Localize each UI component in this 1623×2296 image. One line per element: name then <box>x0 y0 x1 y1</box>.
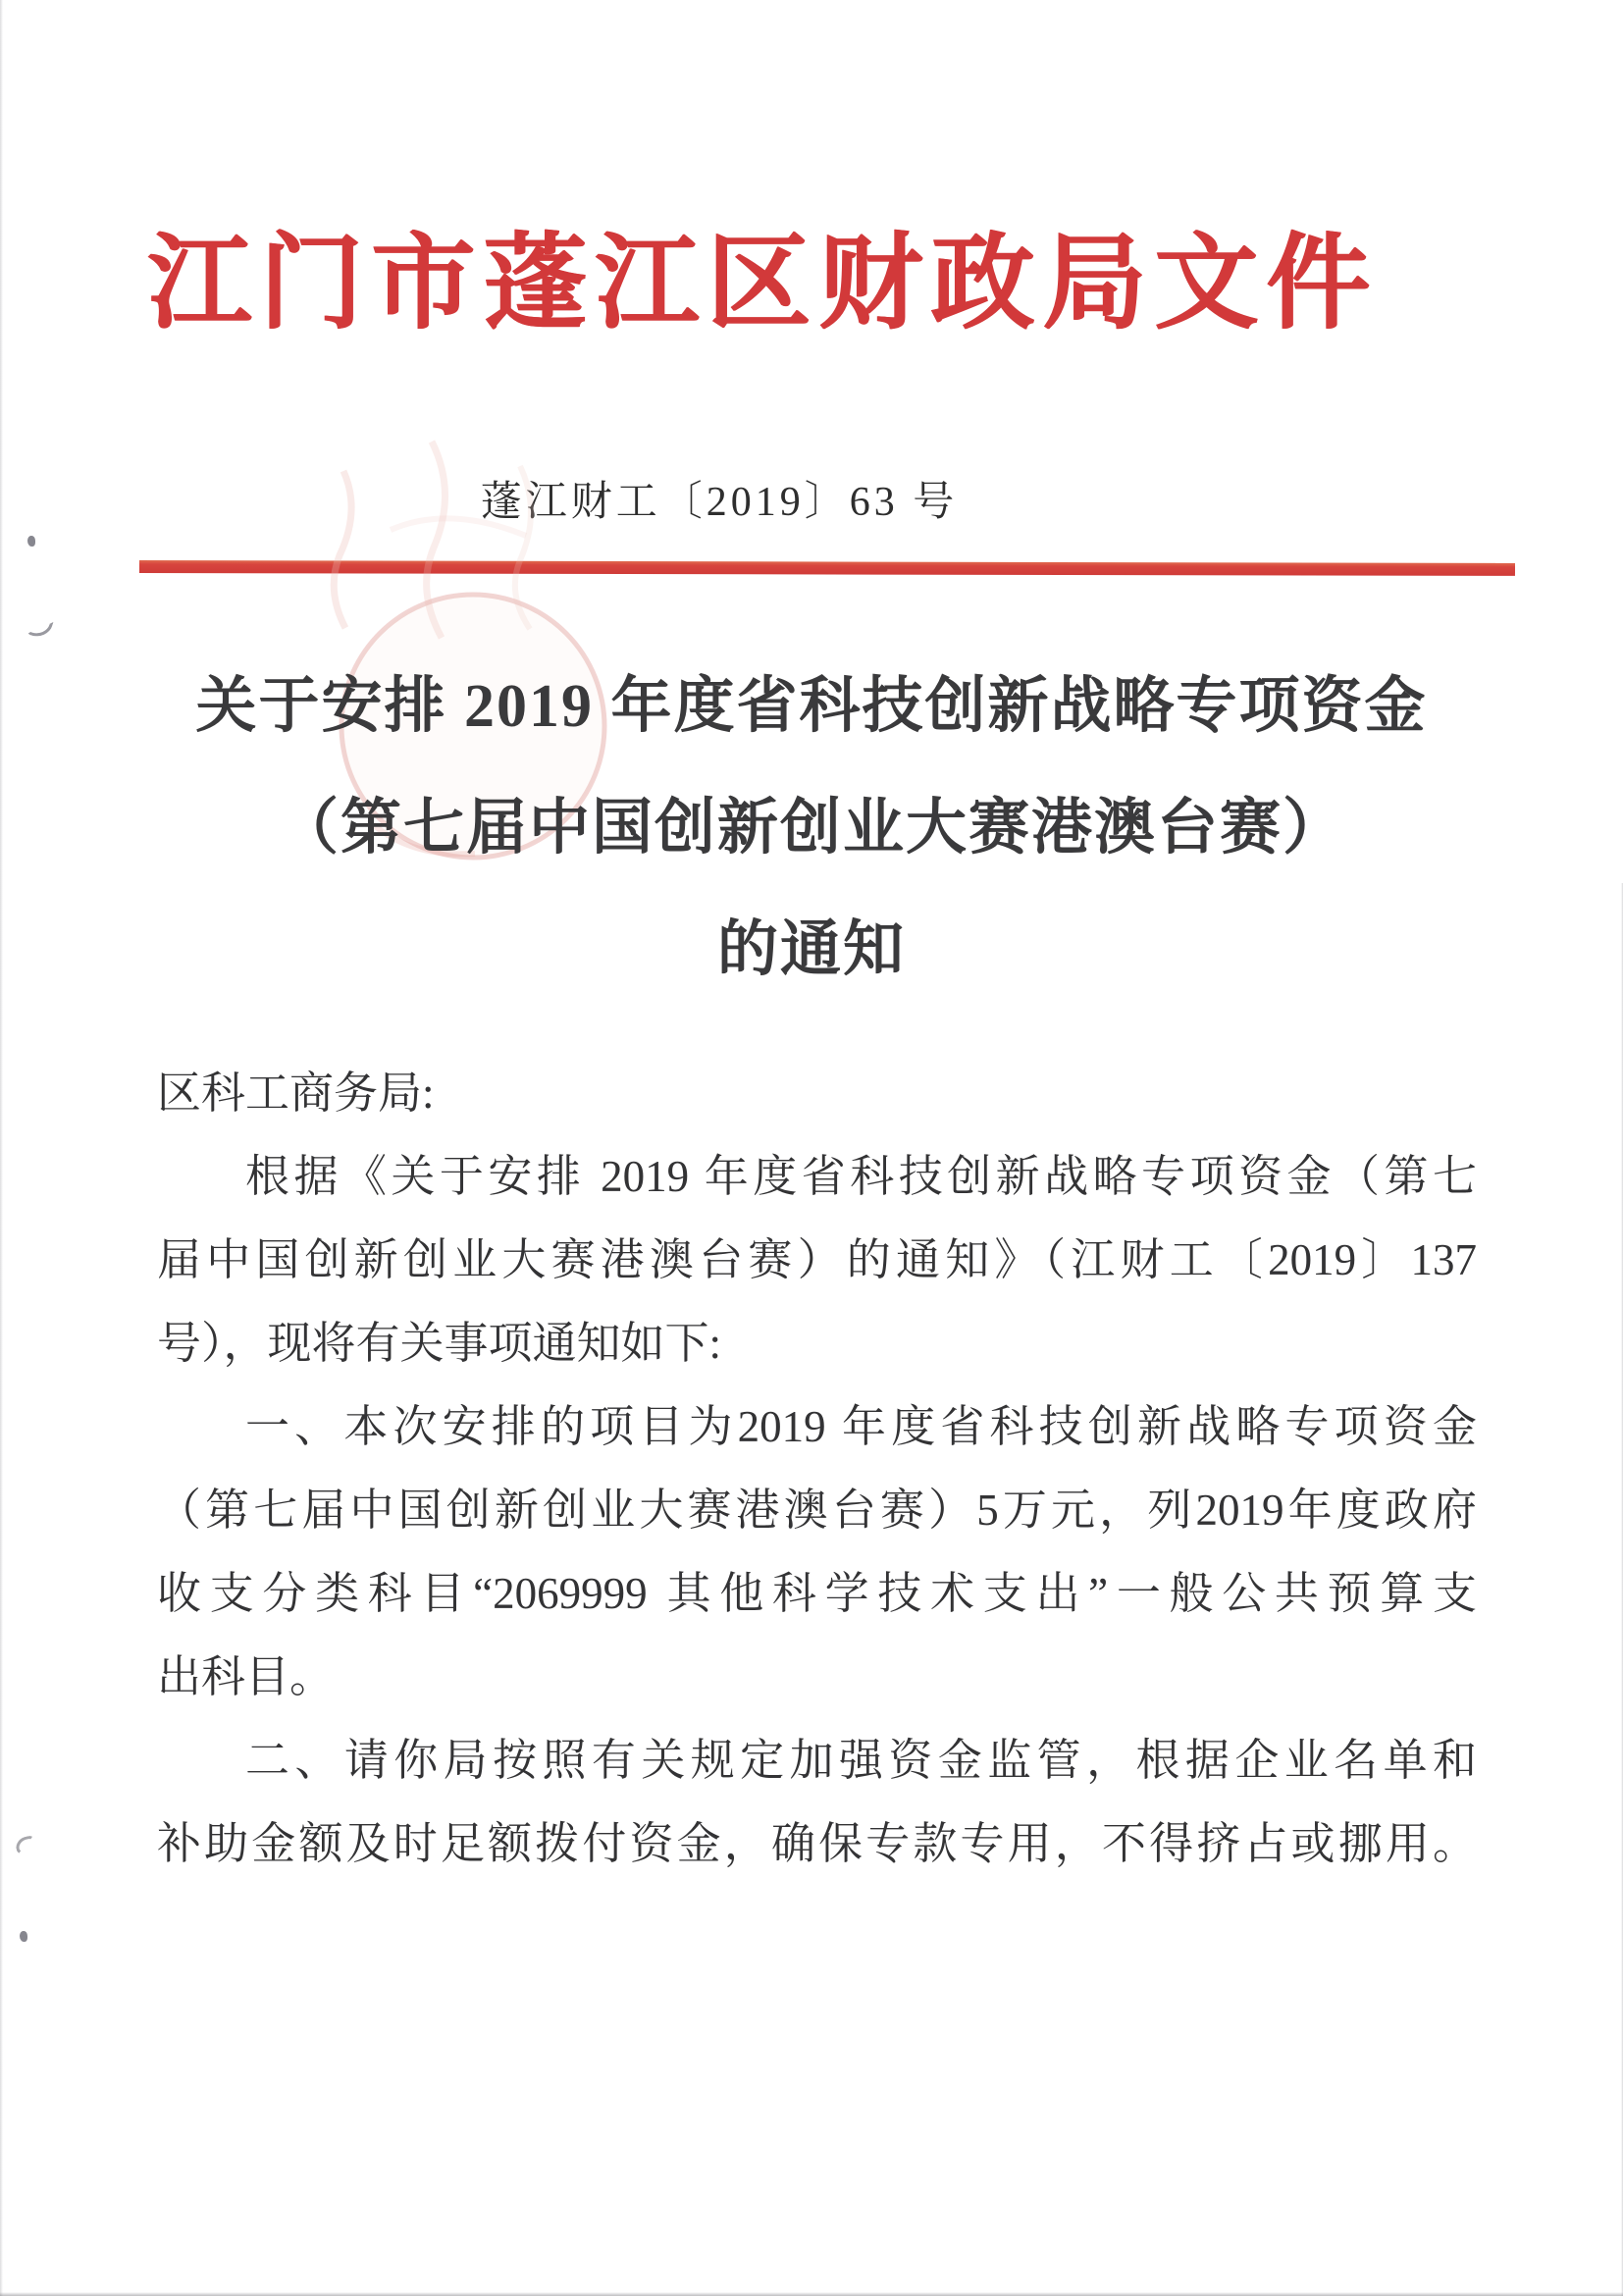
scan-speck-1 <box>27 536 35 547</box>
paragraph-1-line-2: 届中国创新创业大赛港澳台赛）的通知》（江财工〔2019〕137 <box>157 1235 1477 1284</box>
document-number: 蓬江财工〔2019〕63 号 <box>480 480 959 525</box>
document-title-line-2: （第七届中国创新创业大赛港澳台赛） <box>277 795 1345 861</box>
scan-speck-2 <box>26 615 53 641</box>
scan-edge-left <box>0 0 3 2296</box>
document-body <box>157 1052 1477 1886</box>
paragraph-2-line-4: 出科目。 <box>157 1652 335 1701</box>
paragraph-2-line-1: 一、本次安排的项目为2019 年度省科技创新战略专项资金 <box>245 1402 1477 1451</box>
paragraph-1-line-1: 根据《关于安排 2019 年度省科技创新战略专项资金（第七 <box>245 1152 1477 1201</box>
scan-edge-bottom <box>0 2292 1623 2296</box>
paragraph-2-line-2: （第七届中国创新创业大赛港澳台赛）5万元，列2019年度政府 <box>157 1486 1477 1535</box>
paragraph-2-line-3: 收支分类科目“2069999 其他科学技术支出”一般公共预算支 <box>157 1569 1477 1618</box>
scan-speck-3 <box>14 1835 36 1855</box>
red-divider-rule <box>139 560 1515 576</box>
paragraph-1-line-3: 号），现将有关事项通知如下: <box>157 1319 722 1368</box>
document-title <box>76 646 1547 1011</box>
paragraph-3-line-1: 二、请你局按照有关规定加强资金监管，根据企业名单和 <box>245 1736 1477 1785</box>
agency-letterhead-title: 江门市蓬江区财政局文件 <box>147 227 1378 341</box>
document-title-line-1: 关于安排 2019 年度省科技创新战略专项资金 <box>195 673 1428 740</box>
document-title-line-3: 的通知 <box>716 916 906 983</box>
scan-speck-4 <box>20 1931 27 1942</box>
paragraph-3-line-2: 补助金额及时足额拨付资金，确保专款专用，不得挤占或挪用。 <box>157 1819 1477 1868</box>
salutation: 区科工商务局: <box>157 1069 435 1118</box>
